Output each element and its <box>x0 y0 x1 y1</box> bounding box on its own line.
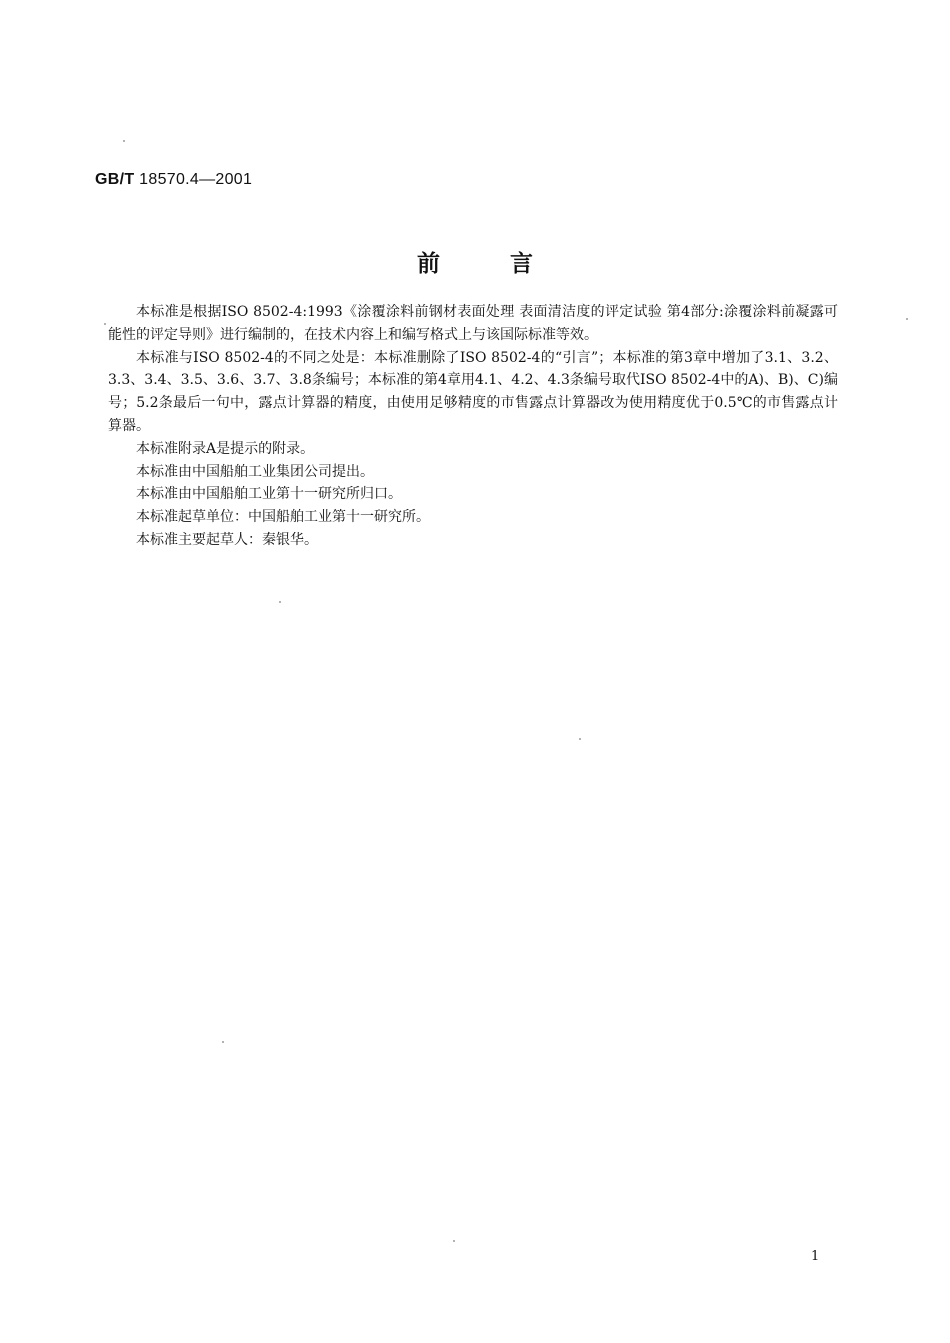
page-number: 1 <box>811 1249 820 1264</box>
scan-speck <box>222 1041 224 1043</box>
preface-body <box>108 301 838 552</box>
paragraph-appendix: 本标准附录A是提示的附录。 <box>136 440 315 457</box>
paragraph-drafting-unit: 本标准起草单位：中国船舶工业第十一研究所。 <box>136 509 430 526</box>
standard-prefix: GB/T <box>95 171 135 188</box>
paragraph-proposer: 本标准由中国船舶工业集团公司提出。 <box>136 463 374 480</box>
scan-speck <box>453 1240 455 1242</box>
scan-speck <box>123 140 125 142</box>
paragraph-differences: 本标准与ISO 8502-4的不同之处是：本标准删除了ISO 8502-4的“引言”；本标准的第3章中增加了3.1、3.2、3.3、3.4、3.5、3.6、3.7、3.8条编号；本标准的第4章用4.1、4.2、4.3条编号取代ISO 8502-4中的A)、B)、C)编号；5.2条最后一句中，露点计算器的精度，由使用足够精度的市售露点计算器改为使用精度优于0.5℃的市售露点计算器。 <box>108 349 838 434</box>
standard-code <box>95 171 252 189</box>
paragraph-basis: 本标准是根据ISO 8502-4:1993《涂覆涂料前钢材表面处理 表面清洁度的评定试验 第4部分:涂覆涂料前凝露可能性的评定导则》进行编制的，在技术内容上和编写格式上与该国际标准等效。 <box>108 304 838 343</box>
scan-speck <box>279 601 281 603</box>
scan-speck <box>906 318 908 320</box>
paragraph-administrator: 本标准由中国船舶工业第十一研究所归口。 <box>136 486 402 503</box>
page-title: 前言 <box>417 250 603 277</box>
scan-speck <box>104 323 106 325</box>
scan-speck <box>579 738 581 740</box>
standard-number: 18570.4—2001 <box>139 171 253 188</box>
paragraph-drafter: 本标准主要起草人：秦银华。 <box>136 531 318 548</box>
